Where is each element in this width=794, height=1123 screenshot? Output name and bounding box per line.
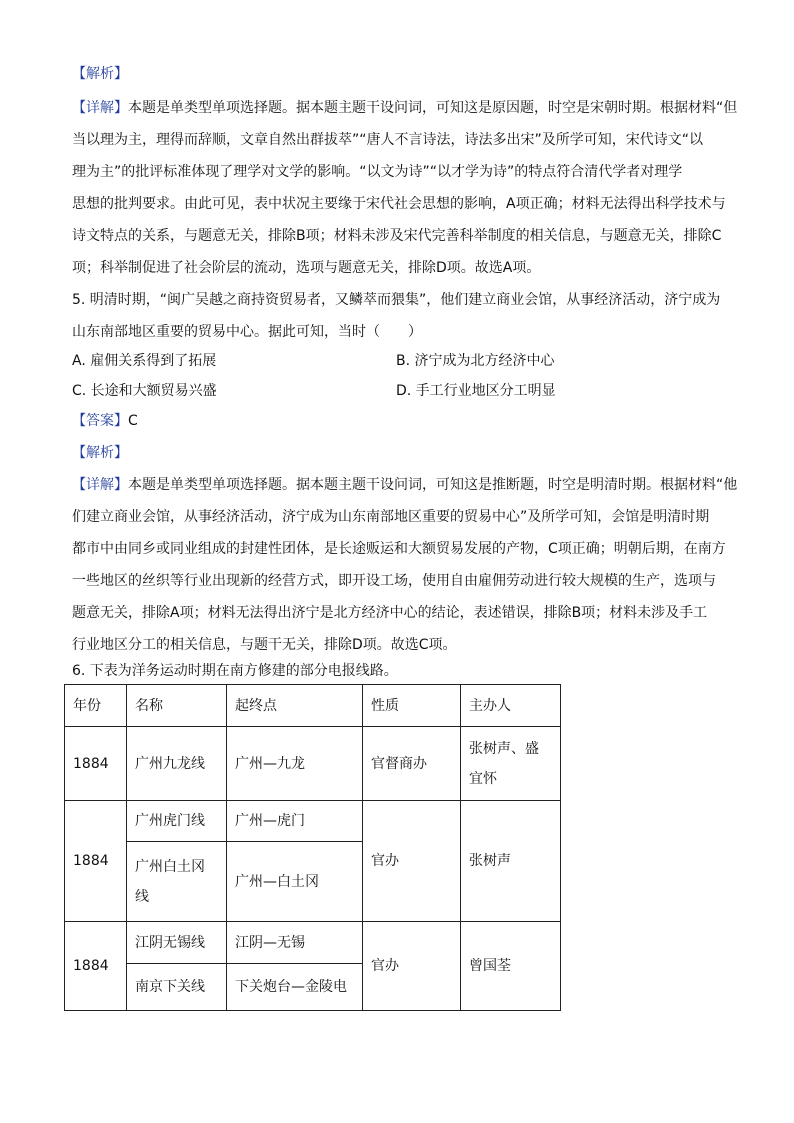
cell-year: 1884: [65, 727, 127, 801]
cell-name: 江阴无锡线: [127, 922, 227, 964]
detail-line: 都市中由同乡或同业组成的封建性团体，是长途贩运和大额贸易发展的产物，C项正确；明朝后期，在南方: [72, 541, 726, 557]
detail-line: 本题是单类型单项选择题。据本题主题干设问词，可知这是原因题，时空是宋朝时期。根据材料“但: [128, 100, 738, 116]
cell-sponsor: 曾国荃: [461, 922, 561, 1011]
cell-route: 广州—白土冈: [227, 842, 363, 922]
detail-line: 们建立商业会馆，从事经济活动，济宁成为山东南部地区重要的贸易中心”及所学可知，会馆是明清时期: [72, 509, 710, 525]
table-row: [65, 922, 561, 964]
header-sponsor: 主办人: [461, 685, 561, 727]
detail-paragraph: [72, 98, 737, 118]
cell-route: 下关炮台—金陵电: [227, 964, 363, 1011]
detail-paragraph: [72, 475, 737, 495]
header-name: 名称: [127, 685, 227, 727]
question-stem: 6. 下表为洋务运动时期在南方修建的部分电报线路。: [72, 663, 398, 679]
analysis-label: 【解析】: [72, 445, 128, 461]
table-row: [65, 801, 561, 842]
cell-sponsor: 张树声: [461, 801, 561, 922]
detail-line: 当以理为主，理得而辞顺，文章自然出群拔萃”“唐人不言诗法，诗法多出宋”及所学可知，宋代诗文“以: [72, 132, 704, 148]
header-nature: 性质: [363, 685, 461, 727]
question-stem: 山东南部地区重要的贸易中心。据此可知，当时（ ）: [72, 324, 422, 340]
cell-nature: 官办: [363, 801, 461, 922]
option-d: D. 手工行业地区分工明显: [396, 383, 556, 399]
analysis-label: 【解析】: [72, 66, 128, 82]
cell-year: 1884: [65, 922, 127, 1011]
table-header-row: [65, 685, 561, 727]
detail-line: 项；科举制促进了社会阶层的流动，选项与题意无关，排除D项。故选A项。: [72, 260, 541, 276]
option-b: B. 济宁成为北方经济中心: [396, 353, 555, 369]
detail-label: 【详解】: [72, 477, 128, 493]
cell-route: 广州—九龙: [227, 727, 363, 801]
option-a: A. 雇佣关系得到了拓展: [72, 353, 217, 369]
detail-label: 【详解】: [72, 100, 128, 116]
cell-nature: 官办: [363, 922, 461, 1011]
table-row: [65, 727, 561, 801]
cell-name: 广州虎门线: [127, 801, 227, 842]
header-route: 起终点: [227, 685, 363, 727]
cell-route: 广州—虎门: [227, 801, 363, 842]
detail-line: 诗文特点的关系，与题意无关，排除B项；材料未涉及宋代完善科举制度的相关信息，与题意无关，排除C: [72, 228, 722, 244]
cell-route: 江阴—无锡: [227, 922, 363, 964]
cell-name: 广州九龙线: [127, 727, 227, 801]
detail-line: 理为主”的批评标准体现了理学对文学的影响。“以文为诗”“以才学为诗”的特点符合清代学者对理学: [72, 164, 683, 180]
question-stem: 5. 明清时期，“闽广吴越之商持资贸易者，又鳞萃而猥集”，他们建立商业会馆，从事经济活动，济宁成为: [72, 292, 721, 308]
answer-label: 【答案】: [72, 413, 128, 429]
cell-name: 南京下关线: [127, 964, 227, 1011]
header-year: 年份: [65, 685, 127, 727]
cell-nature: 官督商办: [363, 727, 461, 801]
detail-line: 本题是单类型单项选择题。据本题主题干设问词，可知这是推断题，时空是明清时期。根据材料“他: [128, 477, 738, 493]
cell-name: 广州白土冈线: [127, 842, 227, 922]
detail-line: 思想的批判要求。由此可见，表中状况主要缘于宋代社会思想的影响，A项正确；材料无法得出科学技术与: [72, 196, 726, 212]
answer-line: [72, 411, 138, 431]
cell-year: 1884: [65, 801, 127, 922]
detail-line: 一些地区的丝织等行业出现新的经营方式，即开设工场，使用自由雇佣劳动进行较大规模的生产，选项与: [72, 573, 716, 589]
telegraph-table: [64, 684, 561, 1011]
option-c: C. 长途和大额贸易兴盛: [72, 383, 217, 399]
detail-line: 题意无关，排除A项；材料无法得出济宁是北方经济中心的结论，表述错误，排除B项；材料未涉及手工: [72, 605, 708, 621]
detail-line: 行业地区分工的相关信息，与题干无关，排除D项。故选C项。: [72, 637, 457, 653]
answer-value: C: [128, 413, 138, 429]
cell-sponsor: 张树声、盛宜怀: [461, 727, 561, 801]
